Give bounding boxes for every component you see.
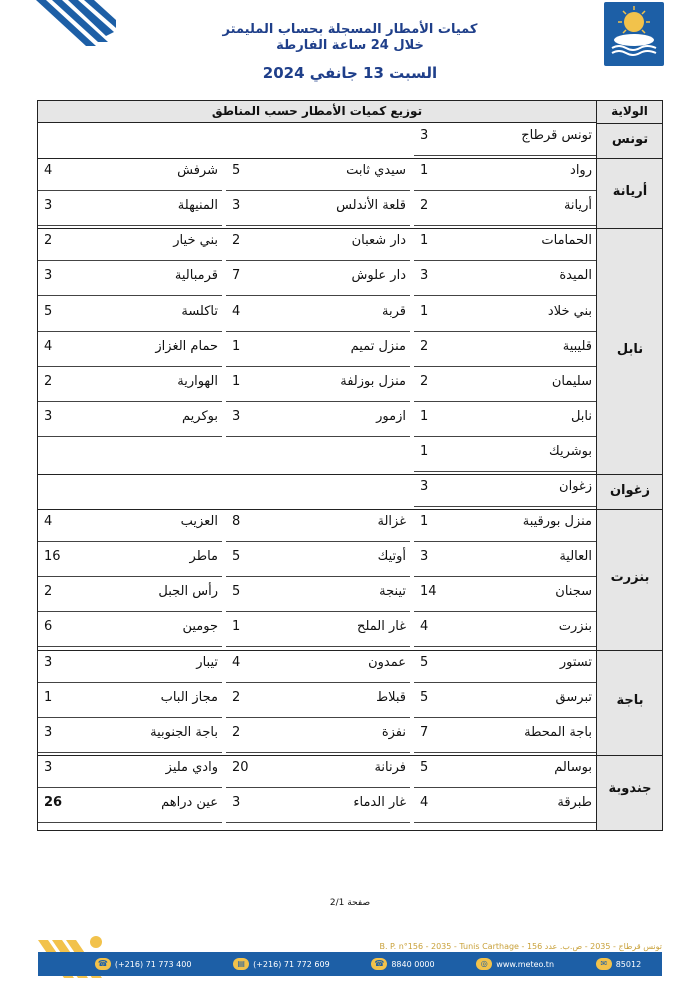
rainfall-value: 1 xyxy=(420,443,429,459)
cell-underline xyxy=(414,506,596,507)
cell-underline xyxy=(414,752,596,753)
station-name: باجة الجنوبية xyxy=(150,724,218,740)
rainfall-value: 2 xyxy=(44,233,53,249)
rainfall-value: 16 xyxy=(44,549,61,565)
document-date: السبت 13 جانفي 2024 xyxy=(262,64,438,82)
rainfall-value: 1 xyxy=(232,619,241,635)
station-name: بنزرت xyxy=(558,619,592,635)
station-name: بوسالم xyxy=(554,759,592,775)
rainfall-value: 3 xyxy=(44,759,53,775)
station-cell xyxy=(226,791,410,827)
document-subtitle: خلال 24 ساعة الفارطة xyxy=(276,38,424,53)
station-cell xyxy=(414,194,596,230)
station-cell xyxy=(38,335,222,371)
station-cell xyxy=(414,335,596,371)
station-cell xyxy=(414,686,596,722)
footer xyxy=(38,928,662,978)
rainfall-value: 26 xyxy=(44,794,63,810)
rainfall-value: 2 xyxy=(232,689,241,705)
station-name: تينجة xyxy=(379,584,406,600)
rainfall-value: 5 xyxy=(420,759,429,775)
cell-underline xyxy=(226,295,410,296)
rainfall-value: 7 xyxy=(232,268,241,284)
rainfall-value: 5 xyxy=(44,303,53,319)
rainfall-value: 20 xyxy=(232,759,249,775)
group-separator xyxy=(597,650,663,651)
rainfall-value: 1 xyxy=(420,233,429,249)
rainfall-value: 3 xyxy=(232,794,241,810)
station-name: سيدي ثابت xyxy=(346,163,406,179)
station-name: الهوارية xyxy=(177,373,218,389)
station-name: فرنانة xyxy=(374,759,406,775)
cell-underline xyxy=(226,190,410,191)
station-name: المنيهلة xyxy=(177,198,218,214)
rainfall-value: 4 xyxy=(44,163,53,179)
station-name: مجاز الباب xyxy=(160,689,218,705)
page-number: صفحة 2/1 xyxy=(329,898,371,908)
station-cell xyxy=(414,721,596,757)
rainfall-value: 14 xyxy=(420,584,437,600)
station-name: تاكلسة xyxy=(181,303,218,319)
station-cell xyxy=(414,756,596,792)
station-name: طبرقة xyxy=(557,794,592,810)
cell-underline xyxy=(226,752,410,753)
cell-underline xyxy=(38,225,222,226)
station-cell xyxy=(38,510,222,546)
station-cell xyxy=(38,264,222,300)
station-cell xyxy=(226,580,410,616)
rainfall-value: 3 xyxy=(420,128,429,143)
rainfall-value: 4 xyxy=(232,654,241,670)
cell-underline xyxy=(226,682,410,683)
rainfall-value: 6 xyxy=(44,619,53,635)
cell-underline xyxy=(414,541,596,542)
cell-underline xyxy=(226,260,410,261)
rainfall-value: 5 xyxy=(420,689,429,705)
station-cell xyxy=(226,721,410,757)
station-cell xyxy=(38,159,222,195)
footer-contact-item xyxy=(95,958,192,970)
station-cell xyxy=(38,615,222,651)
station-name: تونس قرطاج xyxy=(521,128,592,143)
station-name: بني خيار xyxy=(173,233,218,249)
rainfall-value: 5 xyxy=(420,654,429,670)
footer-contact-text: www.meteo.tn xyxy=(496,959,555,969)
station-name: تستور xyxy=(559,654,592,670)
phone-icon: ☎ xyxy=(371,958,387,970)
rainfall-value: 3 xyxy=(44,654,53,670)
cell-underline xyxy=(226,611,410,612)
station-cell xyxy=(414,405,596,441)
station-cell xyxy=(414,300,596,336)
cell-underline xyxy=(414,576,596,577)
station-name: بني خلاد xyxy=(547,303,592,319)
cell-underline xyxy=(414,787,596,788)
cell-underline xyxy=(38,752,222,753)
station-name: منزل بورقيبة xyxy=(522,514,592,530)
station-cell xyxy=(226,686,410,722)
group-separator xyxy=(597,755,663,756)
rainfall-value: 2 xyxy=(420,338,429,354)
cell-underline xyxy=(414,717,596,718)
rainfall-value: 3 xyxy=(44,198,53,214)
footer-contact-text: (+216) 71 772 609 xyxy=(253,959,330,969)
cell-underline xyxy=(226,331,410,332)
station-cell xyxy=(226,615,410,651)
group-separator xyxy=(597,509,663,510)
station-cell xyxy=(414,545,596,581)
station-cell xyxy=(414,370,596,406)
cell-underline xyxy=(38,787,222,788)
wilaya-name: جندوبة xyxy=(608,780,652,796)
cell-underline xyxy=(226,541,410,542)
cell-underline xyxy=(38,190,222,191)
station-cell xyxy=(38,580,222,616)
group-separator xyxy=(597,158,663,159)
cell-underline xyxy=(414,331,596,332)
cell-underline xyxy=(38,436,222,437)
rainfall-value: 2 xyxy=(44,584,53,600)
station-cell xyxy=(414,440,596,476)
station-cell xyxy=(226,335,410,371)
station-name: قبلاط xyxy=(376,689,406,705)
cell-underline xyxy=(226,822,410,823)
footer-contact-text: 8840 0000 xyxy=(391,959,435,969)
rainfall-value: 1 xyxy=(420,303,429,319)
rainfall-value: 4 xyxy=(44,338,53,354)
cell-underline xyxy=(38,541,222,542)
station-name: غار الملح xyxy=(357,619,406,635)
wilaya-column xyxy=(596,101,662,830)
station-cell xyxy=(38,721,222,757)
cell-underline xyxy=(38,682,222,683)
station-name: منزل بوزلفة xyxy=(340,373,406,389)
cell-underline xyxy=(414,611,596,612)
wilaya-name: نابل xyxy=(616,342,644,358)
station-cell xyxy=(38,194,222,230)
station-cell xyxy=(414,124,596,160)
station-name: أريانة xyxy=(563,198,592,214)
wilaya-header-text: الولاية xyxy=(611,104,648,118)
rainfall-value: 5 xyxy=(232,163,241,179)
station-name: جومين xyxy=(182,619,218,635)
station-name: تيبار xyxy=(196,654,218,670)
footer-contact-band xyxy=(38,952,662,976)
rainfall-value: 3 xyxy=(44,724,53,740)
rainfall-value: 1 xyxy=(420,408,429,424)
rainfall-value: 5 xyxy=(232,549,241,565)
wilaya-name: أريانة xyxy=(612,184,648,200)
inm-logo xyxy=(604,2,664,66)
station-cell xyxy=(38,686,222,722)
station-cell xyxy=(226,264,410,300)
cell-underline xyxy=(226,225,410,226)
station-name: رواد xyxy=(570,163,592,179)
station-cell xyxy=(226,159,410,195)
rainfall-value: 7 xyxy=(420,724,429,740)
rainfall-value: 1 xyxy=(232,338,241,354)
wilaya-name: باجة xyxy=(616,693,644,709)
cell-underline xyxy=(226,717,410,718)
station-name: الميدة xyxy=(559,268,592,284)
station-name: ماطر xyxy=(189,549,218,565)
station-cell xyxy=(38,791,222,827)
document-title: كميات الأمطار المسجلة بحساب المليمتر xyxy=(222,22,478,37)
rainfall-value: 2 xyxy=(420,373,429,389)
cell-underline xyxy=(38,401,222,402)
station-cell xyxy=(38,756,222,792)
rainfall-value: 4 xyxy=(44,514,53,530)
station-name: تبرسق xyxy=(555,689,592,705)
station-name: منزل تميم xyxy=(350,338,406,354)
station-name: باجة المحطة xyxy=(524,724,592,740)
station-cell xyxy=(414,475,596,511)
zones-header-text: توزيع كميات الأمطار حسب المناطق xyxy=(211,104,423,118)
station-name: دار علوش xyxy=(351,268,406,284)
cell-underline xyxy=(226,576,410,577)
mailbox-icon: ✉ xyxy=(596,958,612,970)
station-cell xyxy=(414,615,596,651)
rainfall-value: 8 xyxy=(232,514,241,530)
station-cell xyxy=(226,405,410,441)
cell-underline xyxy=(38,822,222,823)
station-name: غزالة xyxy=(377,514,406,530)
station-cell xyxy=(226,370,410,406)
station-cell xyxy=(38,300,222,336)
station-name: سليمان xyxy=(551,373,592,389)
station-cell xyxy=(38,229,222,265)
phone-icon: ☎ xyxy=(95,958,111,970)
rainfall-value: 4 xyxy=(420,794,429,810)
cell-underline xyxy=(414,436,596,437)
station-name: حمام الغزاز xyxy=(155,338,218,354)
station-cell xyxy=(414,580,596,616)
station-name: غار الدماء xyxy=(353,794,406,810)
zones-header xyxy=(38,101,596,123)
cell-underline xyxy=(414,366,596,367)
cell-underline xyxy=(226,401,410,402)
rainfall-value: 3 xyxy=(44,408,53,424)
cell-underline xyxy=(414,471,596,472)
cell-underline xyxy=(226,646,410,647)
station-name: العزيب xyxy=(180,514,218,530)
station-cell xyxy=(226,510,410,546)
station-name: قربة xyxy=(382,303,406,319)
rainfall-value: 3 xyxy=(232,198,241,214)
station-name: ازمور xyxy=(376,408,406,424)
zones-area xyxy=(38,101,596,830)
cell-underline xyxy=(414,822,596,823)
station-name: عمدون xyxy=(368,654,406,670)
wilaya-name: تونس xyxy=(611,131,649,147)
station-name: قليبية xyxy=(562,338,592,354)
cell-underline xyxy=(226,436,410,437)
cell-underline xyxy=(38,611,222,612)
station-name: شرفش xyxy=(177,163,218,179)
rainfall-value: 4 xyxy=(232,303,241,319)
wilaya-name: زغوان xyxy=(609,482,651,498)
footer-contact-text: 85012 xyxy=(615,959,642,969)
station-cell xyxy=(414,264,596,300)
rainfall-value: 2 xyxy=(44,373,53,389)
wilaya-name: بنزرت xyxy=(610,570,650,586)
station-cell xyxy=(226,300,410,336)
station-cell xyxy=(226,545,410,581)
station-cell xyxy=(414,229,596,265)
rainfall-value: 5 xyxy=(232,584,241,600)
cell-underline xyxy=(38,331,222,332)
header-separator xyxy=(597,123,663,124)
cell-underline xyxy=(414,190,596,191)
cell-underline xyxy=(226,787,410,788)
group-separator xyxy=(597,228,663,229)
cell-underline xyxy=(38,576,222,577)
station-name: عين دراهم xyxy=(161,794,218,810)
fax-icon: ▤ xyxy=(233,958,249,970)
station-cell xyxy=(38,545,222,581)
rainfall-value: 2 xyxy=(232,233,241,249)
footer-contact-text: (+216) 71 773 400 xyxy=(114,959,192,969)
rainfall-value: 3 xyxy=(232,408,241,424)
rainfall-value: 3 xyxy=(420,479,429,494)
rainfall-value: 3 xyxy=(420,268,429,284)
station-name: الحمامات xyxy=(541,233,592,249)
cell-underline xyxy=(38,260,222,261)
cell-underline xyxy=(38,717,222,718)
rainfall-value: 1 xyxy=(420,163,429,179)
footer-contact-item xyxy=(596,958,641,970)
cell-underline xyxy=(414,155,596,156)
globe-icon: ◎ xyxy=(476,958,492,970)
group-separator xyxy=(597,474,663,475)
station-name: قرمبالية xyxy=(174,268,218,284)
corner-stripes-decoration xyxy=(36,0,116,66)
cell-underline xyxy=(38,646,222,647)
rainfall-value: 1 xyxy=(232,373,241,389)
station-cell xyxy=(38,405,222,441)
cell-underline xyxy=(414,295,596,296)
rainfall-value: 3 xyxy=(420,549,429,565)
rainfall-value: 2 xyxy=(420,198,429,214)
cell-underline xyxy=(414,225,596,226)
station-name: العالية xyxy=(559,549,592,565)
station-name: بوكريم xyxy=(182,408,218,424)
station-cell xyxy=(38,651,222,687)
rainfall-value: 1 xyxy=(420,514,429,530)
rainfall-table xyxy=(37,100,663,831)
cell-underline xyxy=(38,366,222,367)
station-name: نابل xyxy=(570,408,592,424)
station-name: رأس الجبل xyxy=(158,584,218,600)
cell-underline xyxy=(414,401,596,402)
station-cell xyxy=(226,194,410,230)
cell-underline xyxy=(414,260,596,261)
station-name: بوشريك xyxy=(549,443,592,459)
footer-contact-item xyxy=(476,958,554,970)
cell-underline xyxy=(38,295,222,296)
station-cell xyxy=(414,791,596,827)
cell-underline xyxy=(226,366,410,367)
station-cell xyxy=(414,510,596,546)
station-cell xyxy=(226,229,410,265)
rainfall-value: 4 xyxy=(420,619,429,635)
station-cell xyxy=(38,370,222,406)
rainfall-value: 3 xyxy=(44,268,53,284)
station-cell xyxy=(226,651,410,687)
station-name: قلعة الأندلس xyxy=(336,198,406,214)
station-name: أوتيك xyxy=(377,549,406,565)
station-cell xyxy=(226,756,410,792)
footer-contact-item xyxy=(371,958,434,970)
footer-address: B. P. n°156 - 2035 - Tunis Carthage - تونس قرطاج - 2035 - ص.ب. عدد 156 xyxy=(379,942,662,951)
rainfall-value: 2 xyxy=(232,724,241,740)
station-name: نفزة xyxy=(381,724,406,740)
station-name: دار شعبان xyxy=(351,233,406,249)
station-cell xyxy=(414,159,596,195)
station-name: وادي مليز xyxy=(165,759,218,775)
station-name: سجنان xyxy=(555,584,592,600)
cell-underline xyxy=(414,682,596,683)
station-cell xyxy=(414,651,596,687)
footer-contact-item xyxy=(233,958,330,970)
rainfall-value: 1 xyxy=(44,689,53,705)
cell-underline xyxy=(414,646,596,647)
station-name: زغوان xyxy=(559,479,592,494)
